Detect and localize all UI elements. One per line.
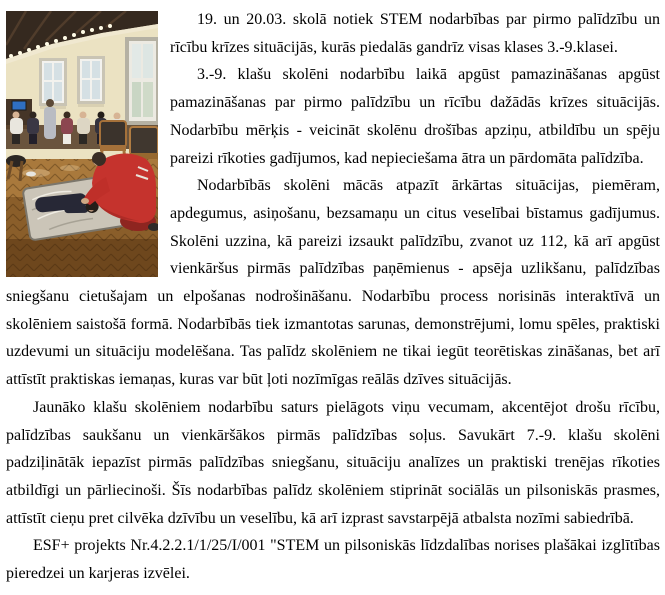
first-aid-training-photo bbox=[6, 11, 158, 277]
paragraph-lesson-content: Nodarbībās skolēni mācās atpazīt ārkārtas situācijas, piemēram, apdegumus, asiņošanu, bezsamaņu un citus veselībai bīstamus gadījumus. Skolēni uzzina, kā pareizi izsaukt palīdzību, zvanot uz 112, kā arī apgūst vienkāršus pirmās palīdzības paņēmienus - apsēja uzlikšanu, palīdzības sniegšanu cietušajam un elpošanas nodrošināšanu. Nodarbību process norisinās interaktīvā un skolēniem saistošā formā. Nodarbībās tiek izmantotas sarunas, demonstrējumi, lomu spēles, praktiski uzdevumi un situāciju modelēšana. Tas palīdz skolēniem ne tikai iegūt teorētiskas zināšanas, bet arī attīstīt praktiskas iemaņas, kuras var būt ļoti nozīmīgas reālās dzīves situācijās. bbox=[6, 177, 660, 389]
paragraph-lesson-goal: 3.-9. klašu skolēni nodarbību laikā apgūst pamazināšanas apgūst pamazināšanas par pirmo palīdzību un rīcību dažādās krīzes situācijās. Nodarbību mērķis - veicināt skolēnu drošības apziņu, atbildību un spēju pareizi rīkoties gadījumos, kad nepieciešama ātra un pārdomāta palīdzība. bbox=[170, 66, 660, 167]
paragraph-project-reference: ESF+ projekts Nr.4.2.2.1/1/25/I/001 "STEM un pilsoniskās līdzdalības norises plašākai izglītības pieredzei un karjeras izvēlei. bbox=[6, 537, 660, 583]
paragraph-age-adaptation: Jaunāko klašu skolēniem nodarbību saturs pielāgots viņu vecumam, akcentējot drošu rīcību, palīdzības saukšanu un vienkāršākos pirmās palīdzības soļus. Savukārt 7.-9. klašu skolēni padziļinātāk iepazīst pirmās palīdzības sniegšanu, situāciju analīzes un praktiski trenējas rīkoties atbildīgi un pārliecinoši. Šīs nodarbības palīdz skolēniem stiprināt sociālās un pilsoniskās prasmes, attīstīt cieņu pret cilvēka dzīvību un veselību, kā arī izprast savstarpējā atbalsta nozīmi sabiedrībā. bbox=[6, 398, 660, 527]
tv-screen bbox=[12, 101, 26, 110]
photo-illustration bbox=[6, 11, 158, 277]
paragraph-dates-intro: 19. un 20.03. skolā notiek STEM nodarbības par pirmo palīdzību un rīcību krīzes situācijās, kurās piedalās gandrīz visas klases 3.-9.klasei. bbox=[170, 11, 660, 56]
window-middle bbox=[77, 56, 105, 107]
window-right bbox=[125, 37, 158, 125]
